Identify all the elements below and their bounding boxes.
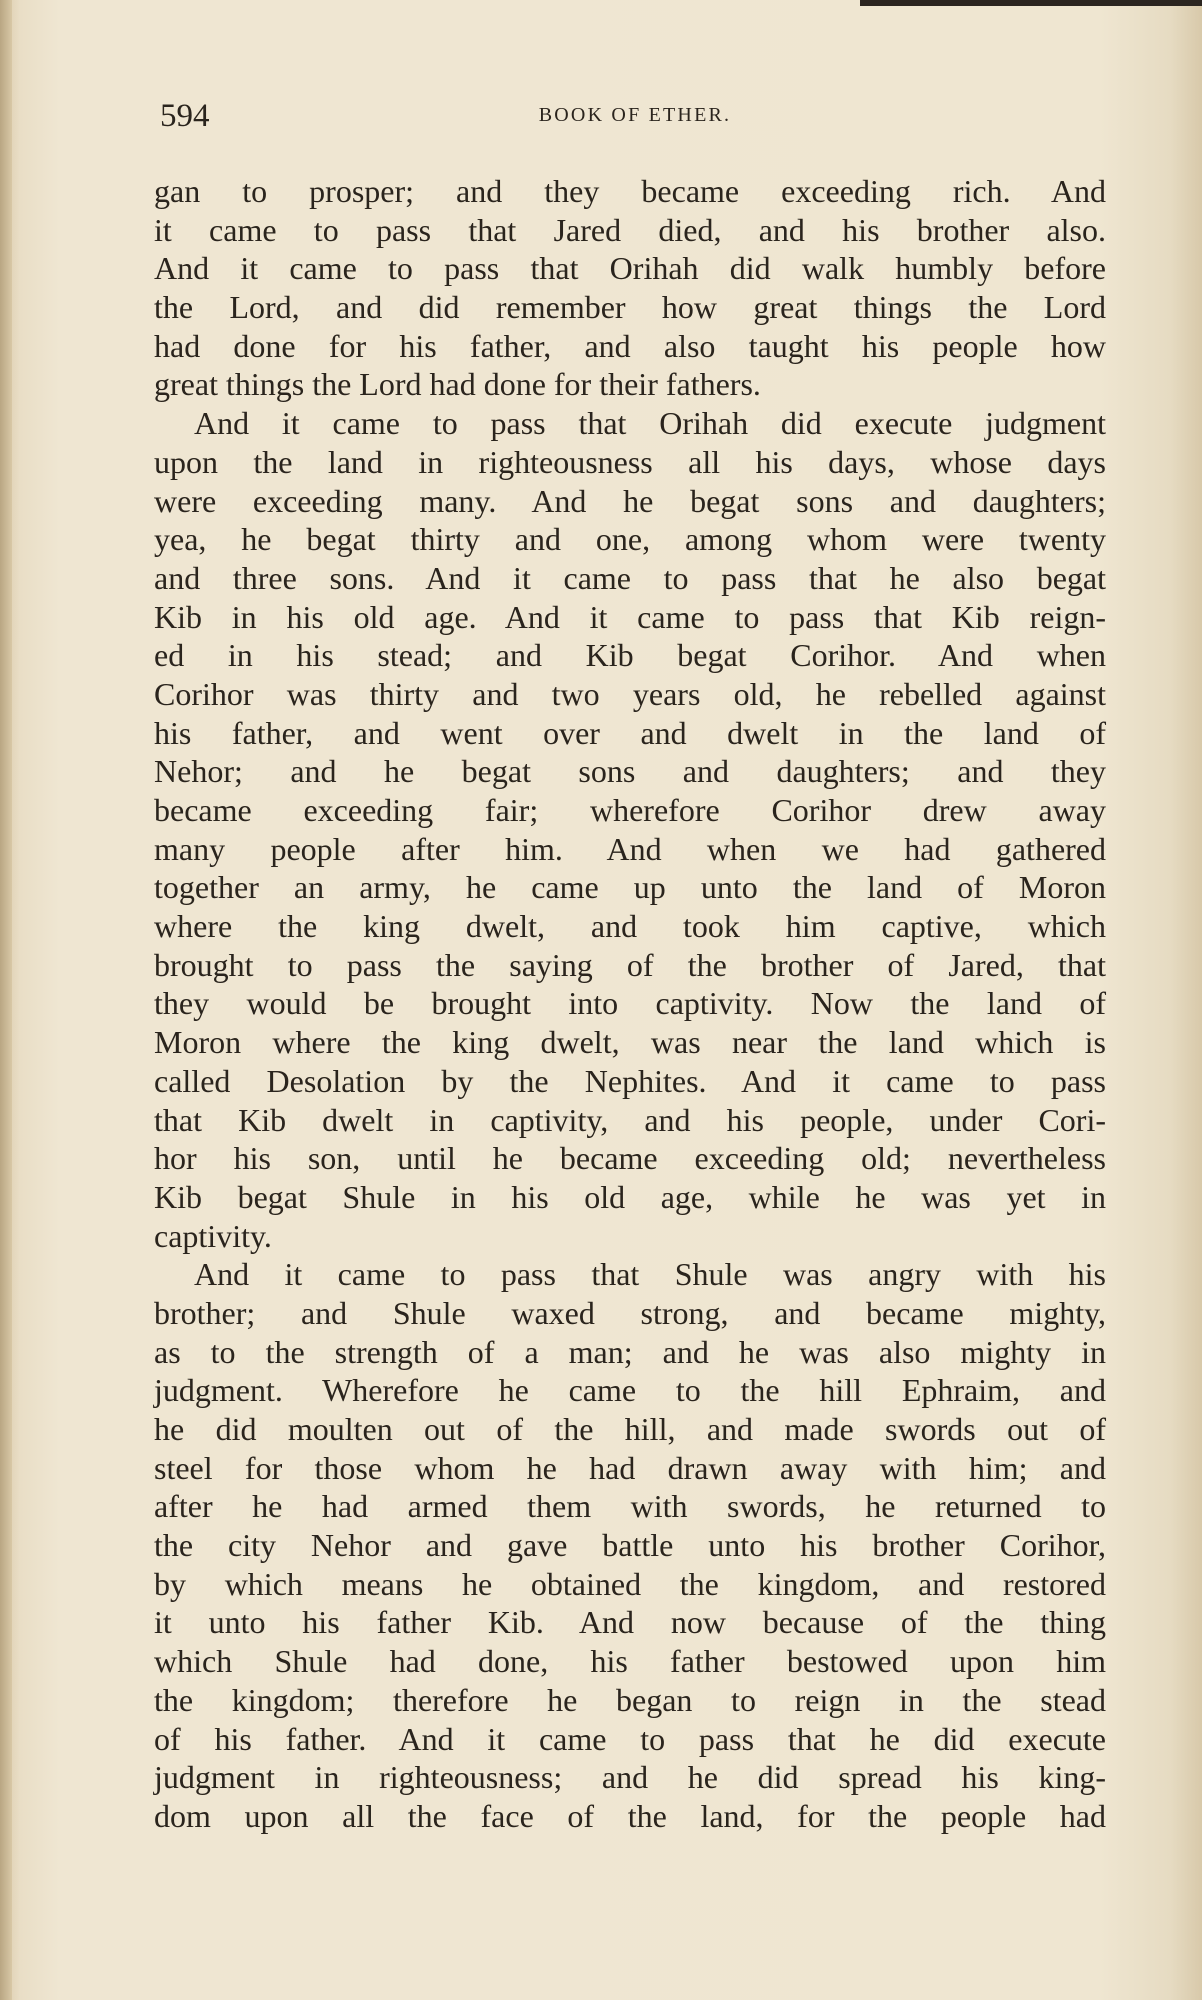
text-line: after he had armed them with swords, he returned to	[154, 1488, 1106, 1525]
text-line: it came to pass that Jared died, and his brother also.	[154, 211, 1106, 248]
text-line: judgment in righteousness; and he did spread his king-	[154, 1759, 1106, 1796]
text-line: yea, he begat thirty and one, among whom were twenty	[154, 521, 1106, 558]
text-line: And it came to pass that Orihah did walk humbly before	[154, 250, 1106, 287]
text-line: the kingdom; therefore he began to reign in the stead	[154, 1681, 1106, 1718]
text-line: Moron where the king dwelt, was near the land which is	[154, 1024, 1106, 1061]
text-line: captivity.	[154, 1217, 272, 1254]
text-line: great things the Lord had done for their fathers.	[154, 366, 761, 403]
text-line: that Kib dwelt in captivity, and his people, under Cori-	[154, 1101, 1106, 1138]
text-line: together an army, he came up unto the land of Moron	[154, 869, 1106, 906]
text-line: his father, and went over and dwelt in the land of	[154, 714, 1106, 751]
text-line: where the king dwelt, and took him captive, which	[154, 908, 1106, 945]
text-line: of his father. And it came to pass that he did execute	[154, 1720, 1106, 1757]
text-line: dom upon all the face of the land, for the people had	[154, 1797, 1106, 1834]
text-line: And it came to pass that Shule was angry with his	[194, 1256, 1106, 1293]
text-line: Kib in his old age. And it came to pass that Kib reign-	[154, 598, 1106, 635]
text-line: they would be brought into captivity. Now the land of	[154, 985, 1106, 1022]
text-line: the Lord, and did remember how great things the Lord	[154, 289, 1106, 326]
text-line: had done for his father, and also taught his people how	[154, 327, 1106, 364]
text-line: ed in his stead; and Kib begat Corihor. And when	[154, 637, 1106, 674]
text-line: many people after him. And when we had gathered	[154, 830, 1106, 867]
text-line: Kib begat Shule in his old age, while he was yet in	[154, 1178, 1106, 1215]
text-line: it unto his father Kib. And now because of the thing	[154, 1604, 1106, 1641]
text-line: became exceeding fair; wherefore Corihor drew away	[154, 792, 1106, 828]
text-line: judgment. Wherefore he came to the hill Ephraim, and	[154, 1372, 1106, 1409]
text-line: Nehor; and he begat sons and daughters; and they	[154, 753, 1106, 790]
text-line: brought to pass the saying of the brother of Jared, that	[154, 946, 1106, 983]
running-head: BOOK OF ETHER.	[538, 104, 732, 126]
text-line: gan to prosper; and they became exceeding rich. And	[154, 173, 1106, 209]
text-line: the city Nehor and gave battle unto his brother Corihor,	[154, 1527, 1106, 1564]
page-number: 594	[160, 98, 210, 134]
text-line: by which means he obtained the kingdom, and restored	[154, 1565, 1106, 1602]
text-line: were exceeding many. And he begat sons and daughters;	[154, 482, 1106, 519]
text-line: steel for those whom he had drawn away with him; and	[154, 1449, 1106, 1486]
body-text	[154, 172, 1106, 1836]
text-line: which Shule had done, his father bestowed upon him	[154, 1643, 1106, 1680]
page-top-edge	[860, 0, 1202, 6]
page-header	[160, 98, 1110, 138]
text-line: brother; and Shule waxed strong, and became mighty,	[154, 1294, 1106, 1331]
text-line: hor his son, until he became exceeding old; nevertheless	[154, 1140, 1106, 1177]
text-line: upon the land in righteousness all his days, whose days	[154, 443, 1106, 480]
text-line: as to the strength of a man; and he was also mighty in	[154, 1333, 1106, 1370]
text-line: and three sons. And it came to pass that he also begat	[154, 559, 1106, 596]
text-line: called Desolation by the Nephites. And it came to pass	[154, 1062, 1106, 1099]
page-gutter-shadow	[0, 0, 12, 2000]
text-line: Corihor was thirty and two years old, he rebelled against	[154, 675, 1106, 712]
text-line: he did moulten out of the hill, and made swords out of	[154, 1411, 1106, 1447]
text-line: And it came to pass that Orihah did execute judgment	[194, 405, 1106, 442]
